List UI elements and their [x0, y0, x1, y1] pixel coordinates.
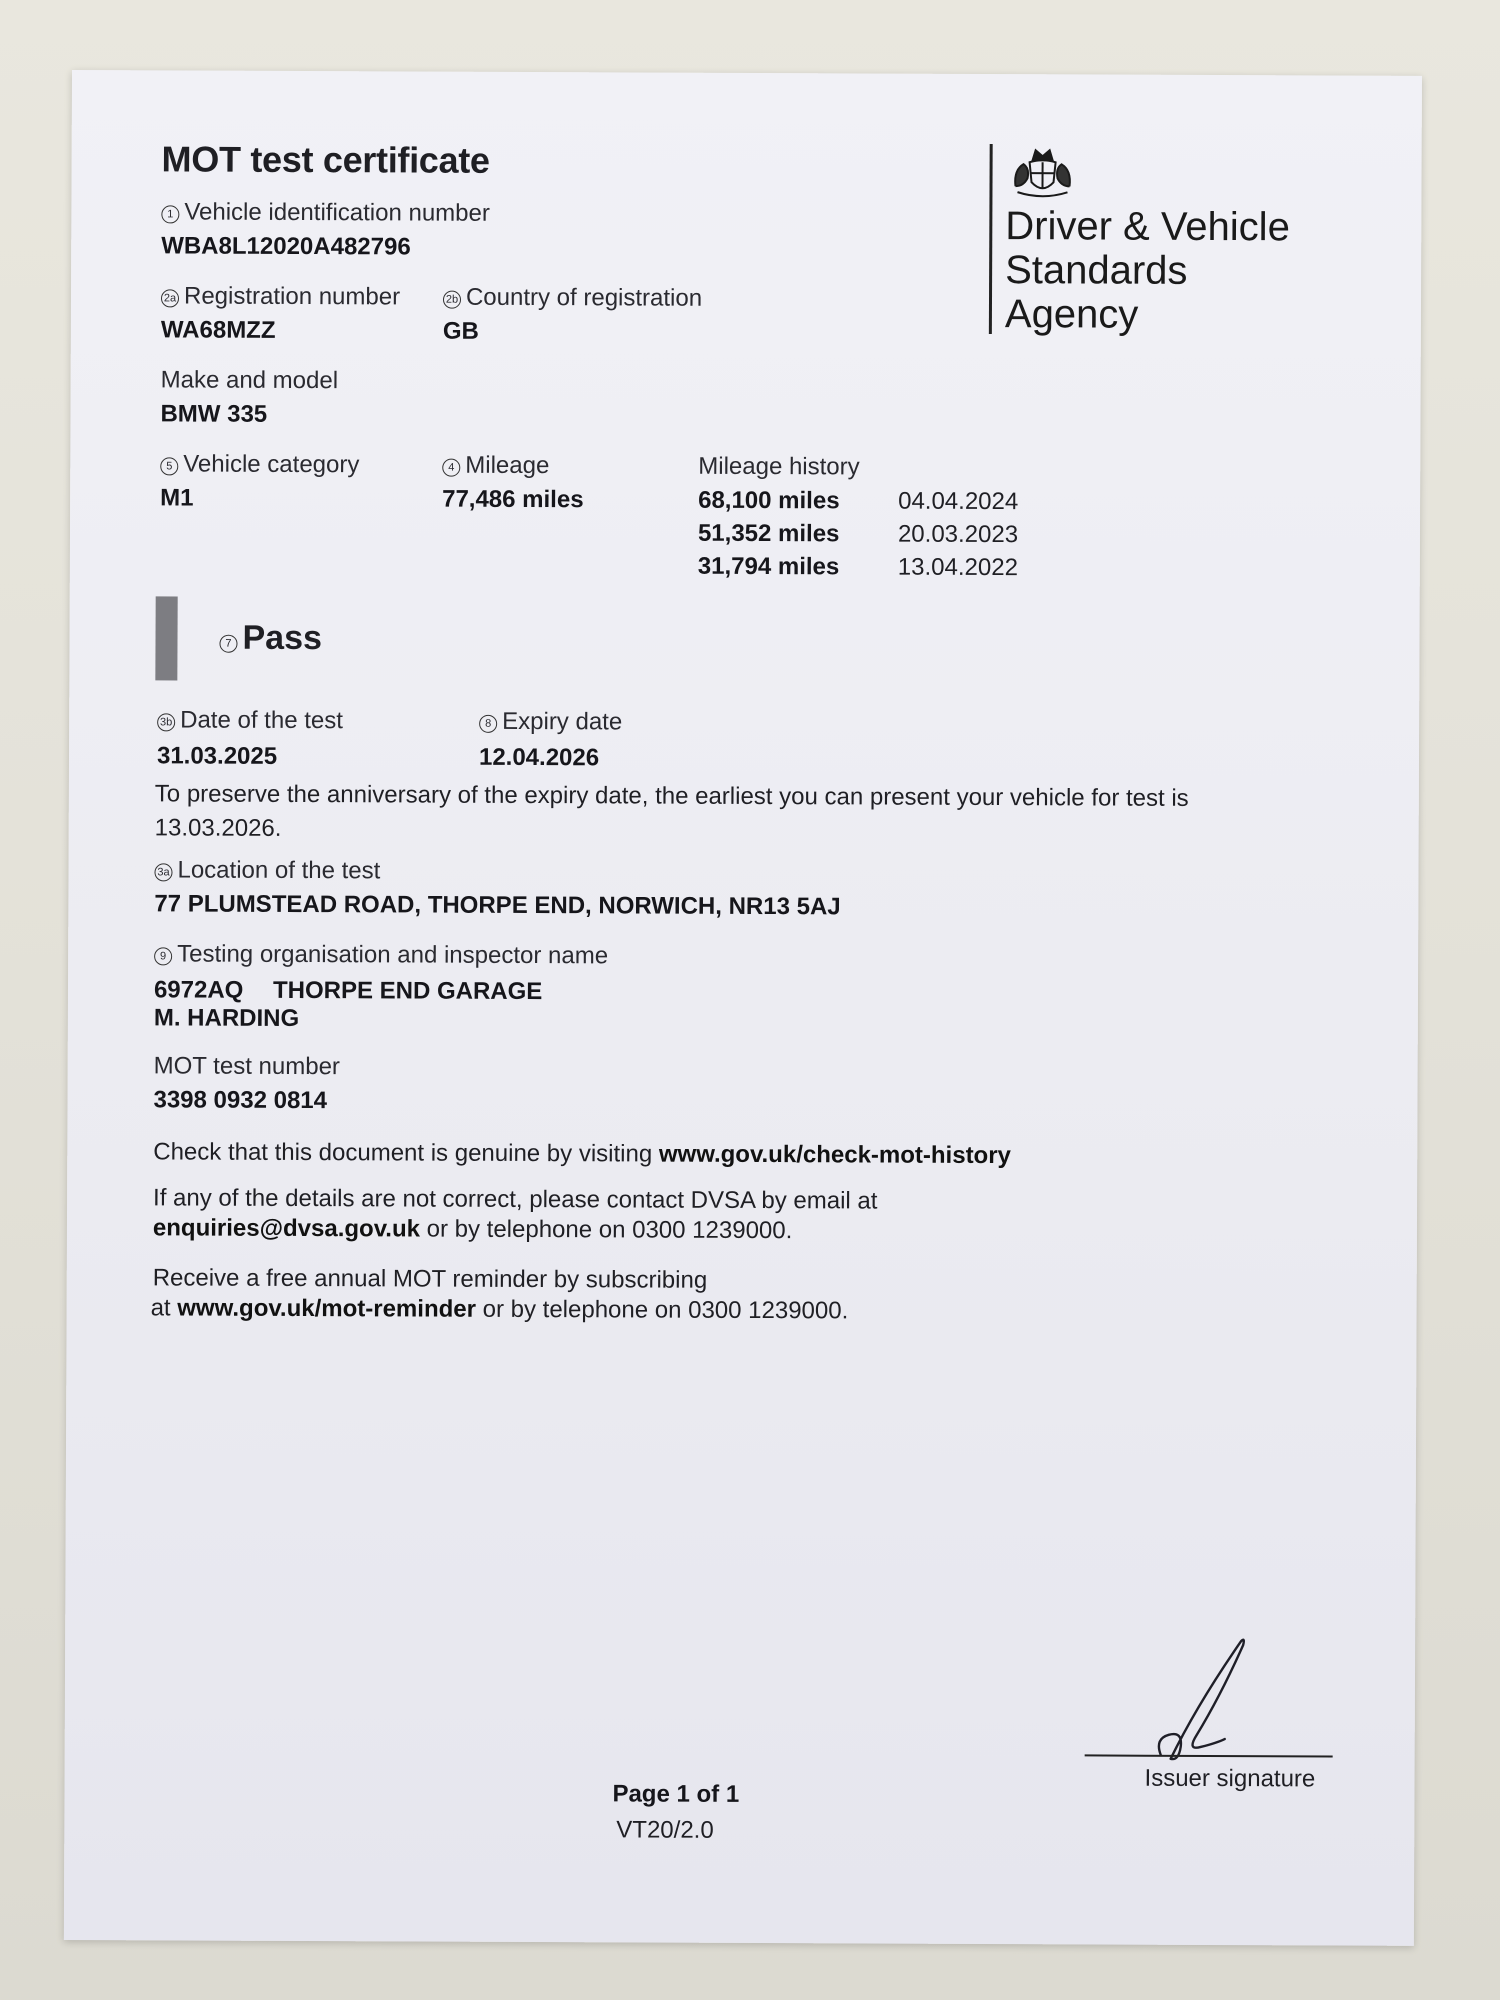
result-bar: [155, 596, 177, 680]
category-value: M1: [160, 484, 194, 512]
location-value: 77 PLUMSTEAD ROAD, THORPE END, NORWICH, NR13 5AJ: [154, 890, 841, 921]
vin-label-text: Vehicle identification number: [184, 198, 490, 227]
registration-label-text: Registration number: [183, 282, 401, 311]
vin-label: [161, 198, 490, 227]
history-date: 20.03.2023: [897, 520, 1019, 549]
expiry-label: [479, 708, 622, 737]
location-label-text: Location of the test: [177, 856, 381, 885]
mileage-label-text: Mileage: [465, 451, 550, 480]
history-miles: 68,100 miles: [698, 486, 840, 515]
test-number-label: MOT test number: [153, 1052, 340, 1081]
page-title: MOT test certificate: [161, 138, 490, 181]
organisation-label-text: Testing organisation and inspector name: [177, 940, 609, 970]
make-model-value: BMW 335: [160, 400, 268, 428]
field-marker: 8: [479, 715, 497, 733]
contact-details: [153, 1214, 792, 1245]
check-note: [153, 1138, 1011, 1170]
test-date-value: 31.03.2025: [156, 742, 278, 770]
page-number: Page 1 of 1: [612, 1780, 740, 1808]
field-marker: 2a: [161, 289, 179, 307]
inspector-name: M. HARDING: [153, 1004, 300, 1033]
anniversary-date: 13.03.2026.: [154, 814, 282, 842]
history-date: 04.04.2024: [898, 487, 1019, 516]
reminder-link[interactable]: www.gov.uk/mot-reminder: [177, 1294, 477, 1323]
field-marker: 4: [442, 459, 460, 477]
field-marker: 5: [160, 457, 178, 475]
anniversary-note: To preserve the anniversary of the expiry date, the earliest you can present your vehicle for test is: [154, 780, 1189, 812]
mileage-value: 77,486 miles: [442, 485, 584, 514]
category-label-text: Vehicle category: [183, 450, 360, 479]
check-link[interactable]: www.gov.uk/check-mot-history: [658, 1140, 1012, 1170]
organisation-label: [154, 940, 608, 970]
history-date: 13.04.2022: [897, 553, 1019, 582]
history-miles: 51,352 miles: [697, 519, 840, 548]
expiry-value: 12.04.2026: [478, 743, 600, 772]
contact-phone: or by telephone on 0300 1239000.: [419, 1215, 793, 1245]
registration-value: WA68MZZ: [160, 316, 276, 344]
field-marker: 1: [161, 205, 179, 223]
registration-label: [161, 282, 400, 311]
mileage-history-label: Mileage history: [698, 452, 860, 481]
reminder-prefix: at: [150, 1294, 178, 1322]
field-marker: 7: [219, 635, 237, 653]
test-result-text: Pass: [242, 618, 323, 658]
country-label-text: Country of registration: [465, 283, 703, 312]
test-result: [219, 619, 322, 658]
crest-icon: [1007, 142, 1077, 200]
expiry-label-text: Expiry date: [502, 707, 623, 736]
category-label: [160, 450, 359, 479]
test-date-label-text: Date of the test: [180, 706, 343, 735]
field-marker: 3b: [157, 713, 175, 731]
history-miles: 31,794 miles: [697, 552, 840, 581]
test-number-value: 3398 0932 0814: [153, 1086, 328, 1115]
logo-rule: [989, 144, 993, 334]
contact-note: If any of the details are not correct, please contact DVSA by email at: [153, 1184, 878, 1215]
organisation-code: 6972AQ: [153, 976, 244, 1004]
agency-name: Driver & Vehicle Standards Agency: [1004, 204, 1290, 337]
vin-value: WBA8L12020A482796: [161, 232, 411, 261]
location-label: [154, 856, 380, 885]
form-code: VT20/2.0: [616, 1816, 714, 1844]
contact-email[interactable]: enquiries@dvsa.gov.uk: [152, 1214, 421, 1243]
reminder-details: [151, 1294, 849, 1325]
reminder-note: Receive a free annual MOT reminder by subscribing: [152, 1264, 708, 1294]
check-text: Check that this document is genuine by visiting: [153, 1138, 659, 1168]
signature-mark: [1125, 1635, 1286, 1766]
country-label: [443, 284, 702, 313]
field-marker: 9: [154, 947, 172, 965]
organisation-name: THORPE END GARAGE: [272, 976, 543, 1006]
make-model-label: Make and model: [160, 366, 339, 395]
certificate-sheet: [64, 70, 1422, 1946]
test-date-label: [157, 706, 343, 735]
country-value: GB: [442, 317, 479, 345]
field-marker: 2b: [443, 291, 461, 309]
field-marker: 3a: [154, 863, 172, 881]
reminder-phone: or by telephone on 0300 1239000.: [475, 1295, 849, 1325]
signature-label: Issuer signature: [1144, 1764, 1316, 1793]
mileage-label: [442, 452, 549, 480]
